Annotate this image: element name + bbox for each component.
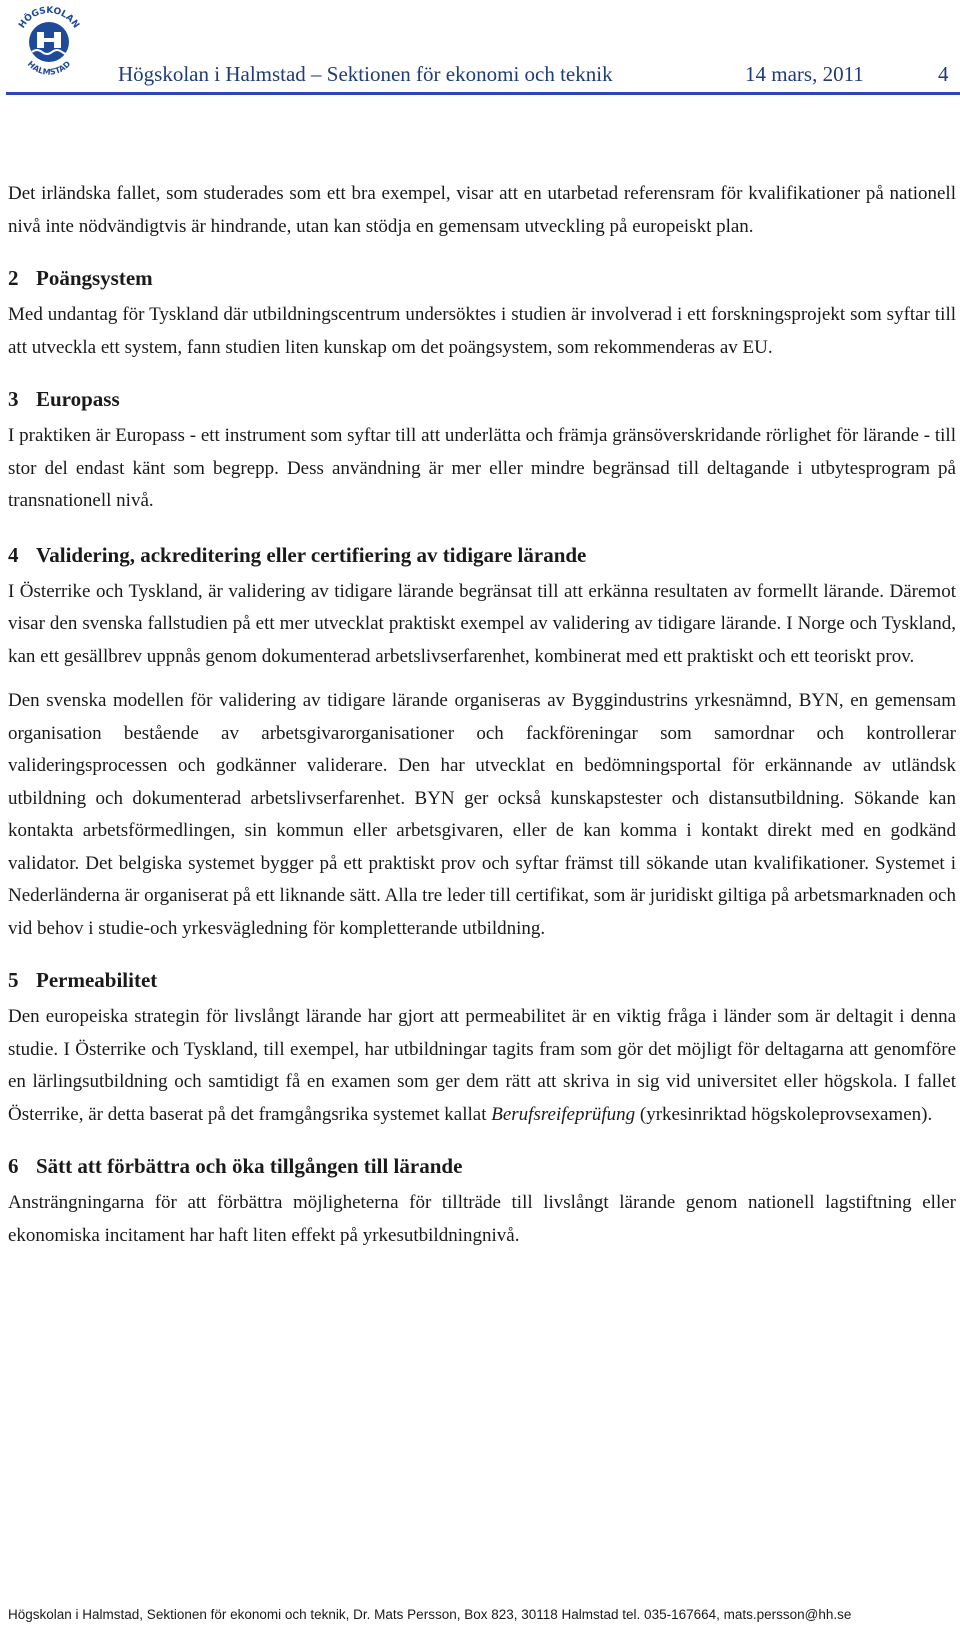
page-header	[0, 0, 960, 98]
permeabilitet-text: Den europeiska strategin för livslångt lärande har gjort att permeabilitet är en viktig fråga i länder som är deltagit i denna studie. I Österrike och Tyskland, till exempel, har utbildningar tagits fram som gör det möjligt för deltagarna att genomföre en lärlingsutbildning och samtidigt få en examen som ger dem rätt att skriva in sig vid universitet eller högskola. I fallet Österrike, är detta baserat på det framgångsrika systemet kallat	[8, 1006, 956, 1125]
section-number: 2	[8, 266, 19, 290]
section-number: 4	[8, 542, 19, 567]
section-title: Europass	[36, 387, 120, 411]
heading-validering	[8, 538, 956, 572]
permeabilitet-text-end: (yrkesinriktad högskoleprovsexamen).	[635, 1103, 933, 1125]
heading-tillgang	[8, 1149, 956, 1183]
section-number: 3	[8, 387, 19, 411]
paragraph-europass: I praktiken är Europass - ett instrument som syftar till att underlätta och främja gränsöverskridande rörlighet för lärande - till stor del endast känt som begrepp. Dess användning är mer eller mindre begränsad till deltagande i utbytesprogram på transnationell nivå.	[8, 425, 956, 511]
paragraph-poangsystem: Med undantag för Tyskland där utbildningscentrum undersöktes i studien är involverad i ett forskningsprojekt som syftar till att utveckla ett system, fann studien liten kunskap om det poängsystem, som rekommenderas av EU.	[8, 304, 956, 358]
section-title: Validering, ackreditering eller certifiering av tidigare lärande	[36, 542, 587, 567]
section-title: Poängsystem	[36, 266, 153, 290]
paragraph-validering-2: Den svenska modellen för validering av tidigare lärande organiseras av Byggindustrins yrkesnämnd, BYN, en gemensam organisation bestående av arbetsgivarorganisationer och fackföreningar som samordnar och kontrollerar valideringsprocessen och godkänner validerare. Den har utvecklat en bedömningsportal för erkännande av utländsk utbildning och dokumenterad arbetslivserfarenhet. BYN ger också kunskapstester och distansutbildning. Sökande kan kontakta arbetsförmedlingen, sin kommun eller arbetsgivaren, eller de kan komma i kontakt direkt med en godkänd validator. Det belgiska systemet bygger på ett praktiskt prov och syftar främst till sökande utan kvalifikationer. Systemet i Nederländerna är organiserat på ett liknande sätt. Alla tre leder till certifikat, som är juridiskt giltiga på arbetsmarknaden och vid behov i studie-och yrkesvägledning för kompletterande utbildning.	[8, 690, 956, 939]
intro-paragraph: Det irländska fallet, som studerades som ett bra exempel, visar att en utarbetad referensram för kvalifikationer på nationell nivå inte nödvändigtvis är hindrande, utan kan stödja en gemensam utveckling på europeiskt plan.	[8, 183, 956, 237]
section-number: 5	[8, 968, 19, 992]
paragraph-permeabilitet	[8, 1001, 956, 1131]
hogskolan-halmstad-logo	[10, 2, 88, 82]
header-title: Högskolan i Halmstad – Sektionen för ekonomi och teknik	[118, 62, 613, 86]
logo-text-bottom: HALMSTAD	[25, 59, 73, 77]
section-title: Permeabilitet	[36, 968, 158, 992]
heading-permeabilitet	[8, 963, 956, 997]
document-body	[8, 178, 956, 1252]
logo-text-top: HÖGSKOLAN	[17, 5, 81, 31]
berufsreifeprufung-term: Berufsreifeprüfung	[491, 1103, 636, 1125]
heading-poangsystem	[8, 261, 956, 295]
paragraph-validering-1: I Österrike och Tyskland, är validering av tidigare lärande begränsat till att erkänna resultaten av formellt lärande. Däremot visar den svenska fallstudien på ett mer utvecklat praktiskt exempel av validering av tidigare lärande. I Norge och Tyskland, kan ett gesällbrev uppnås genom dokumenterad arbetslivserfarenhet, kombinerat med ett praktiskt och ett teoriskt prov.	[8, 580, 956, 667]
header-date: 14 mars, 2011	[745, 62, 864, 86]
paragraph-tillgang: Ansträngningarna för att förbättra möjligheterna för tillträde till livslångt lärande genom nationell lagstiftning eller ekonomiska incitament har haft liten effekt på yrkesutbildningnivå.	[8, 1192, 956, 1246]
section-title: Sätt att förbättra och öka tillgången till lärande	[36, 1154, 463, 1178]
section-number: 6	[8, 1154, 19, 1178]
page-number: 4	[938, 62, 949, 86]
page-footer: Högskolan i Halmstad, Sektionen för ekonomi och teknik, Dr. Mats Persson, Box 823, 30118 Halmstad tel. 035-167664, mats.persson@hh.se	[8, 1607, 852, 1622]
header-rule	[6, 92, 960, 95]
heading-europass	[8, 382, 956, 416]
